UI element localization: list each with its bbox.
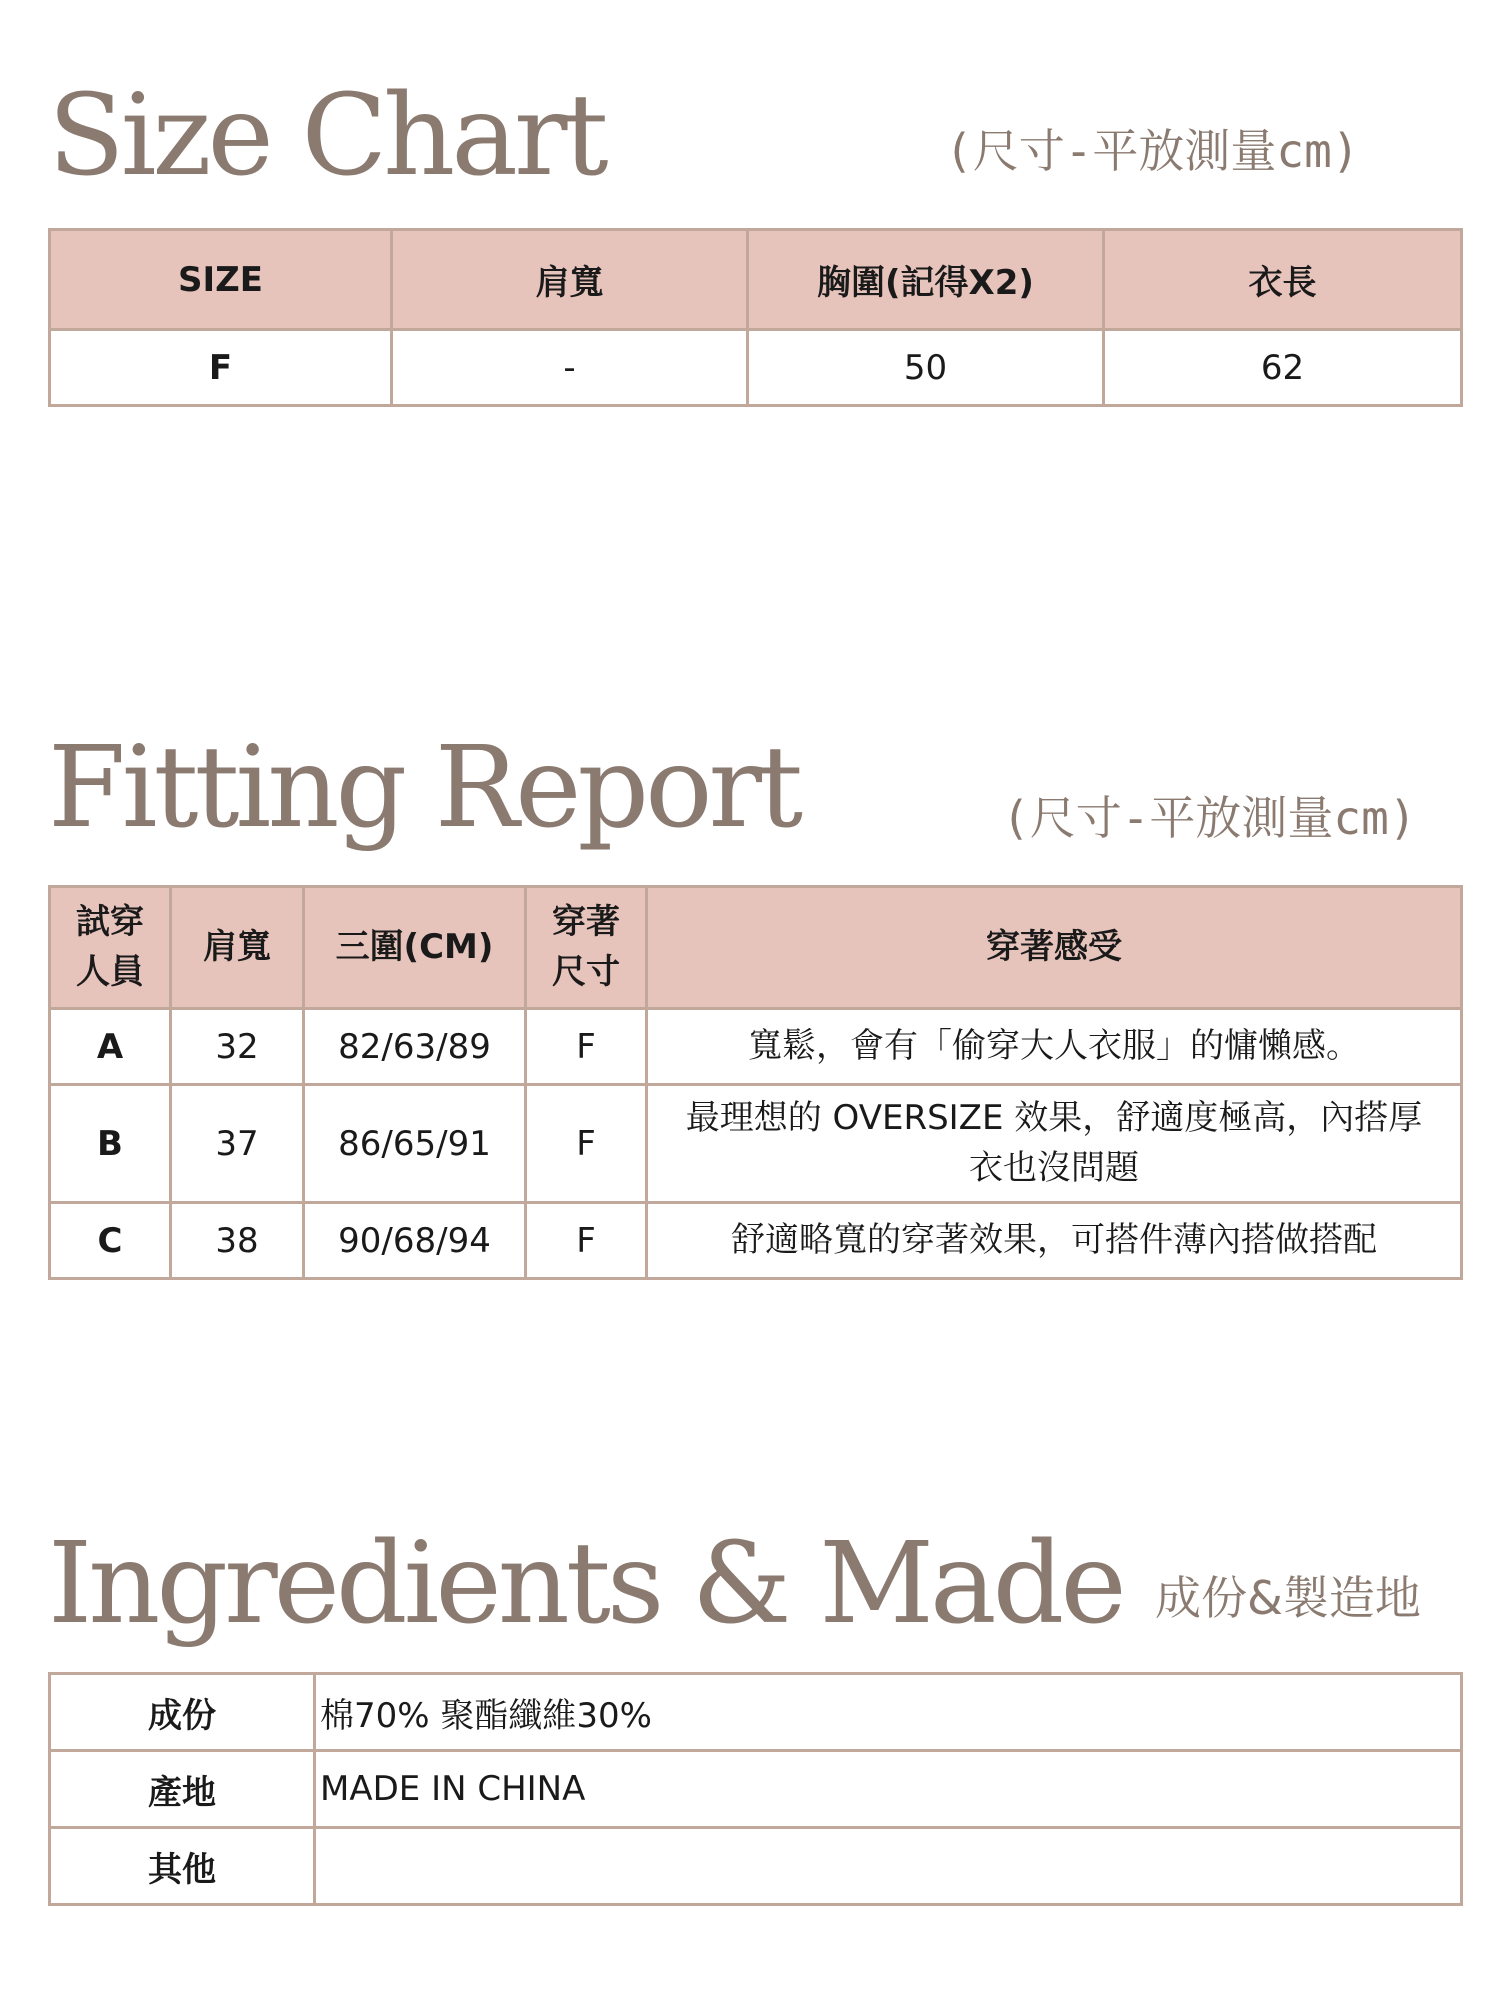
measurements-header: 三圍(CM) bbox=[304, 887, 526, 1009]
feel-cell: 舒適略寬的穿著效果，可搭件薄內搭做搭配 bbox=[647, 1203, 1462, 1279]
table-row bbox=[50, 1828, 1462, 1905]
measurements-cell: 90/68/94 bbox=[304, 1203, 526, 1279]
shoulder-cell: 38 bbox=[171, 1203, 304, 1279]
worn-size-cell: F bbox=[526, 1085, 647, 1203]
shoulder-header: 肩寬 bbox=[392, 230, 748, 330]
worn-size-header bbox=[526, 887, 647, 1009]
fitting-report-note: (尺寸-平放測量cm) bbox=[1002, 791, 1417, 845]
worn-size-header-line2: 尺寸 bbox=[552, 951, 620, 992]
ingredients-title: Ingredients & Made bbox=[48, 1519, 1123, 1649]
shoulder-cell: 37 bbox=[171, 1085, 304, 1203]
feel-cell: 寬鬆，會有「偷穿大人衣服」的慵懶感。 bbox=[647, 1009, 1462, 1085]
origin-label: 產地 bbox=[50, 1751, 315, 1828]
composition-label: 成份 bbox=[50, 1674, 315, 1751]
person-header-line2: 人員 bbox=[76, 951, 144, 992]
shoulder-header: 肩寬 bbox=[171, 887, 304, 1009]
feel-line1: 最理想的 OVERSIZE 效果，舒適度極高，內搭厚 bbox=[685, 1098, 1423, 1139]
table-row bbox=[50, 1085, 1462, 1203]
size-chart-title: Size Chart bbox=[48, 71, 605, 201]
table-row bbox=[50, 1009, 1462, 1085]
other-value bbox=[315, 1828, 1462, 1905]
ingredients-table bbox=[48, 1672, 1463, 1906]
ingredients-note: 成份&製造地 bbox=[1155, 1571, 1421, 1625]
chest-header: 胸圍(記得X2) bbox=[748, 230, 1104, 330]
feel-line2: 衣也沒問題 bbox=[969, 1147, 1139, 1188]
size-chart-header-row bbox=[50, 230, 1462, 330]
person-header-line1: 試穿 bbox=[76, 902, 144, 943]
fitting-report-table bbox=[48, 885, 1463, 1280]
measurements-cell: 86/65/91 bbox=[304, 1085, 526, 1203]
length-cell: 62 bbox=[1104, 330, 1462, 406]
table-row bbox=[50, 1674, 1462, 1751]
measurements-cell: 82/63/89 bbox=[304, 1009, 526, 1085]
shoulder-cell: - bbox=[392, 330, 748, 406]
origin-value: MADE IN CHINA bbox=[315, 1751, 1462, 1828]
person-cell: B bbox=[50, 1085, 171, 1203]
size-cell: F bbox=[50, 330, 392, 406]
feel-header: 穿著感受 bbox=[647, 887, 1462, 1009]
worn-size-header-line1: 穿著 bbox=[552, 902, 620, 943]
worn-size-cell: F bbox=[526, 1203, 647, 1279]
size-chart-table bbox=[48, 228, 1463, 407]
person-header bbox=[50, 887, 171, 1009]
fitting-header-row bbox=[50, 887, 1462, 1009]
fitting-report-title: Fitting Report bbox=[48, 723, 800, 853]
table-row bbox=[50, 1751, 1462, 1828]
person-cell: C bbox=[50, 1203, 171, 1279]
composition-value: 棉70% 聚酯纖維30% bbox=[315, 1674, 1462, 1751]
size-chart-note: (尺寸-平放測量cm) bbox=[945, 124, 1360, 178]
other-label: 其他 bbox=[50, 1828, 315, 1905]
shoulder-cell: 32 bbox=[171, 1009, 304, 1085]
table-row bbox=[50, 330, 1462, 406]
size-header: SIZE bbox=[50, 230, 392, 330]
length-header: 衣長 bbox=[1104, 230, 1462, 330]
chest-cell: 50 bbox=[748, 330, 1104, 406]
table-row bbox=[50, 1203, 1462, 1279]
worn-size-cell: F bbox=[526, 1009, 647, 1085]
feel-cell bbox=[647, 1085, 1462, 1203]
person-cell: A bbox=[50, 1009, 171, 1085]
